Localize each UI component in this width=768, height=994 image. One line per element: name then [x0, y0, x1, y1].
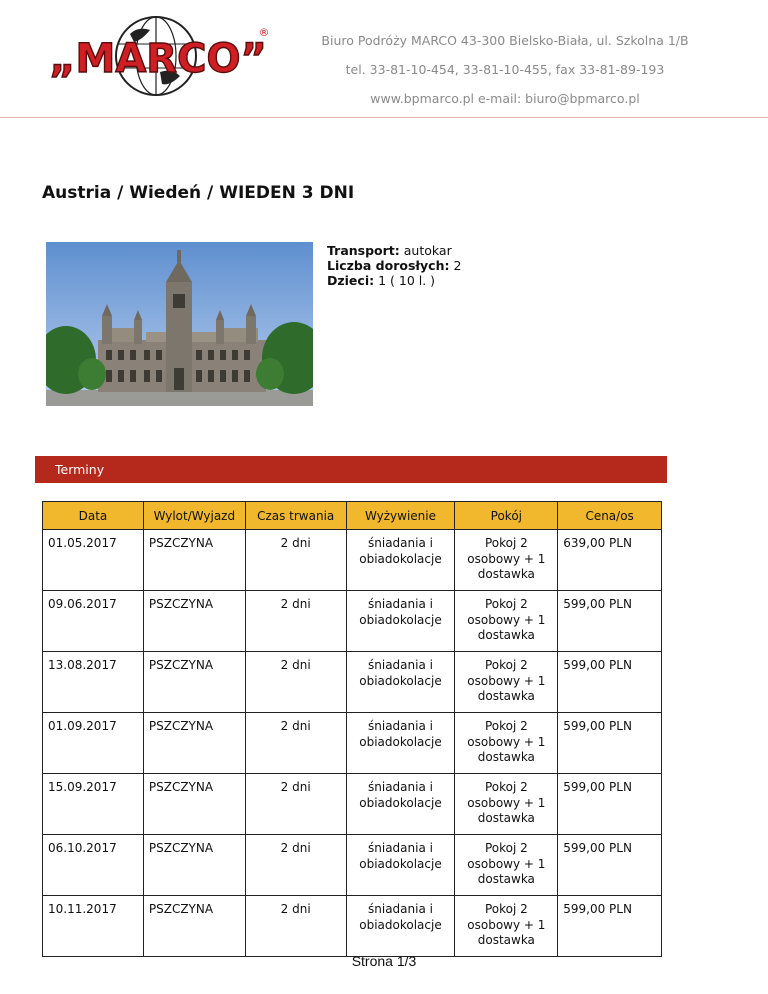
cell-date: 01.09.2017 — [43, 713, 144, 774]
cell-room: Pokoj 2 osobowy + 1 dostawka — [455, 591, 558, 652]
table-row — [43, 713, 662, 774]
adults-value: 2 — [453, 258, 462, 273]
table-row — [43, 530, 662, 591]
table-row — [43, 774, 662, 835]
cell-price: 599,00 PLN — [558, 652, 662, 713]
adults-label: Liczba dorosłych: — [327, 258, 450, 273]
contact-address: Biuro Podróży MARCO 43-300 Bielsko-Biała, ul. Szkolna 1/B — [321, 33, 689, 48]
registered-mark: ® — [258, 26, 270, 39]
trip-info — [327, 243, 461, 288]
cell-duration: 2 dni — [245, 896, 346, 957]
col-header-room: Pokój — [455, 502, 558, 530]
page-title: Austria / Wiedeń / WIEDEN 3 DNI — [42, 183, 355, 203]
cell-room: Pokoj 2 osobowy + 1 dostawka — [455, 774, 558, 835]
col-header-meals: Wyżywienie — [346, 502, 455, 530]
transport-value: autokar — [403, 243, 452, 258]
contact-phone: tel. 33-81-10-454, 33-81-10-455, fax 33-81-89-193 — [345, 62, 665, 77]
cell-meals: śniadania i obiadokolacje — [346, 652, 455, 713]
terms-table — [42, 501, 662, 957]
col-header-duration: Czas trwania — [245, 502, 346, 530]
contact-web-email: www.bpmarco.pl e-mail: biuro@bpmarco.pl — [370, 91, 640, 106]
logo-wordmark: „MARCO” — [49, 36, 267, 82]
cell-price: 599,00 PLN — [558, 835, 662, 896]
adults-line — [327, 258, 461, 273]
cell-date: 13.08.2017 — [43, 652, 144, 713]
contact-block — [295, 26, 715, 113]
cell-departure: PSZCZYNA — [143, 774, 245, 835]
cell-duration: 2 dni — [245, 713, 346, 774]
cell-price: 599,00 PLN — [558, 713, 662, 774]
terms-section-bar — [35, 456, 667, 483]
cell-meals: śniadania i obiadokolacje — [346, 530, 455, 591]
destination-photo — [46, 242, 313, 406]
cell-price: 599,00 PLN — [558, 896, 662, 957]
cell-departure: PSZCZYNA — [143, 530, 245, 591]
cell-date: 15.09.2017 — [43, 774, 144, 835]
cell-departure: PSZCZYNA — [143, 713, 245, 774]
children-line — [327, 273, 461, 288]
cell-room: Pokoj 2 osobowy + 1 dostawka — [455, 713, 558, 774]
cell-meals: śniadania i obiadokolacje — [346, 591, 455, 652]
cell-duration: 2 dni — [245, 835, 346, 896]
table-row — [43, 896, 662, 957]
cell-meals: śniadania i obiadokolacje — [346, 835, 455, 896]
cell-duration: 2 dni — [245, 774, 346, 835]
cell-date: 06.10.2017 — [43, 835, 144, 896]
cell-date: 01.05.2017 — [43, 530, 144, 591]
cell-duration: 2 dni — [245, 652, 346, 713]
cell-price: 599,00 PLN — [558, 591, 662, 652]
cell-departure: PSZCZYNA — [143, 835, 245, 896]
cell-room: Pokoj 2 osobowy + 1 dostawka — [455, 530, 558, 591]
cell-price: 599,00 PLN — [558, 774, 662, 835]
children-label: Dzieci: — [327, 273, 375, 288]
marco-logo — [38, 14, 278, 98]
cell-departure: PSZCZYNA — [143, 652, 245, 713]
col-header-departure: Wylot/Wyjazd — [143, 502, 245, 530]
cell-price: 639,00 PLN — [558, 530, 662, 591]
cell-date: 10.11.2017 — [43, 896, 144, 957]
cell-room: Pokoj 2 osobowy + 1 dostawka — [455, 652, 558, 713]
page-header — [0, 0, 768, 118]
table-row — [43, 835, 662, 896]
table-header-row — [43, 502, 662, 530]
table-row — [43, 652, 662, 713]
children-value: 1 ( 10 l. ) — [378, 273, 436, 288]
terms-section-label: Terminy — [55, 462, 105, 477]
page-number: Strona 1/3 — [351, 953, 417, 969]
cell-room: Pokoj 2 osobowy + 1 dostawka — [455, 835, 558, 896]
cell-duration: 2 dni — [245, 530, 346, 591]
cell-meals: śniadania i obiadokolacje — [346, 713, 455, 774]
cell-departure: PSZCZYNA — [143, 896, 245, 957]
table-row — [43, 591, 662, 652]
cell-meals: śniadania i obiadokolacje — [346, 896, 455, 957]
cell-date: 09.06.2017 — [43, 591, 144, 652]
transport-line — [327, 243, 461, 258]
cell-meals: śniadania i obiadokolacje — [346, 774, 455, 835]
cell-room: Pokoj 2 osobowy + 1 dostawka — [455, 896, 558, 957]
col-header-date: Data — [43, 502, 144, 530]
col-header-price: Cena/os — [558, 502, 662, 530]
cell-departure: PSZCZYNA — [143, 591, 245, 652]
cell-duration: 2 dni — [245, 591, 346, 652]
transport-label: Transport: — [327, 243, 400, 258]
